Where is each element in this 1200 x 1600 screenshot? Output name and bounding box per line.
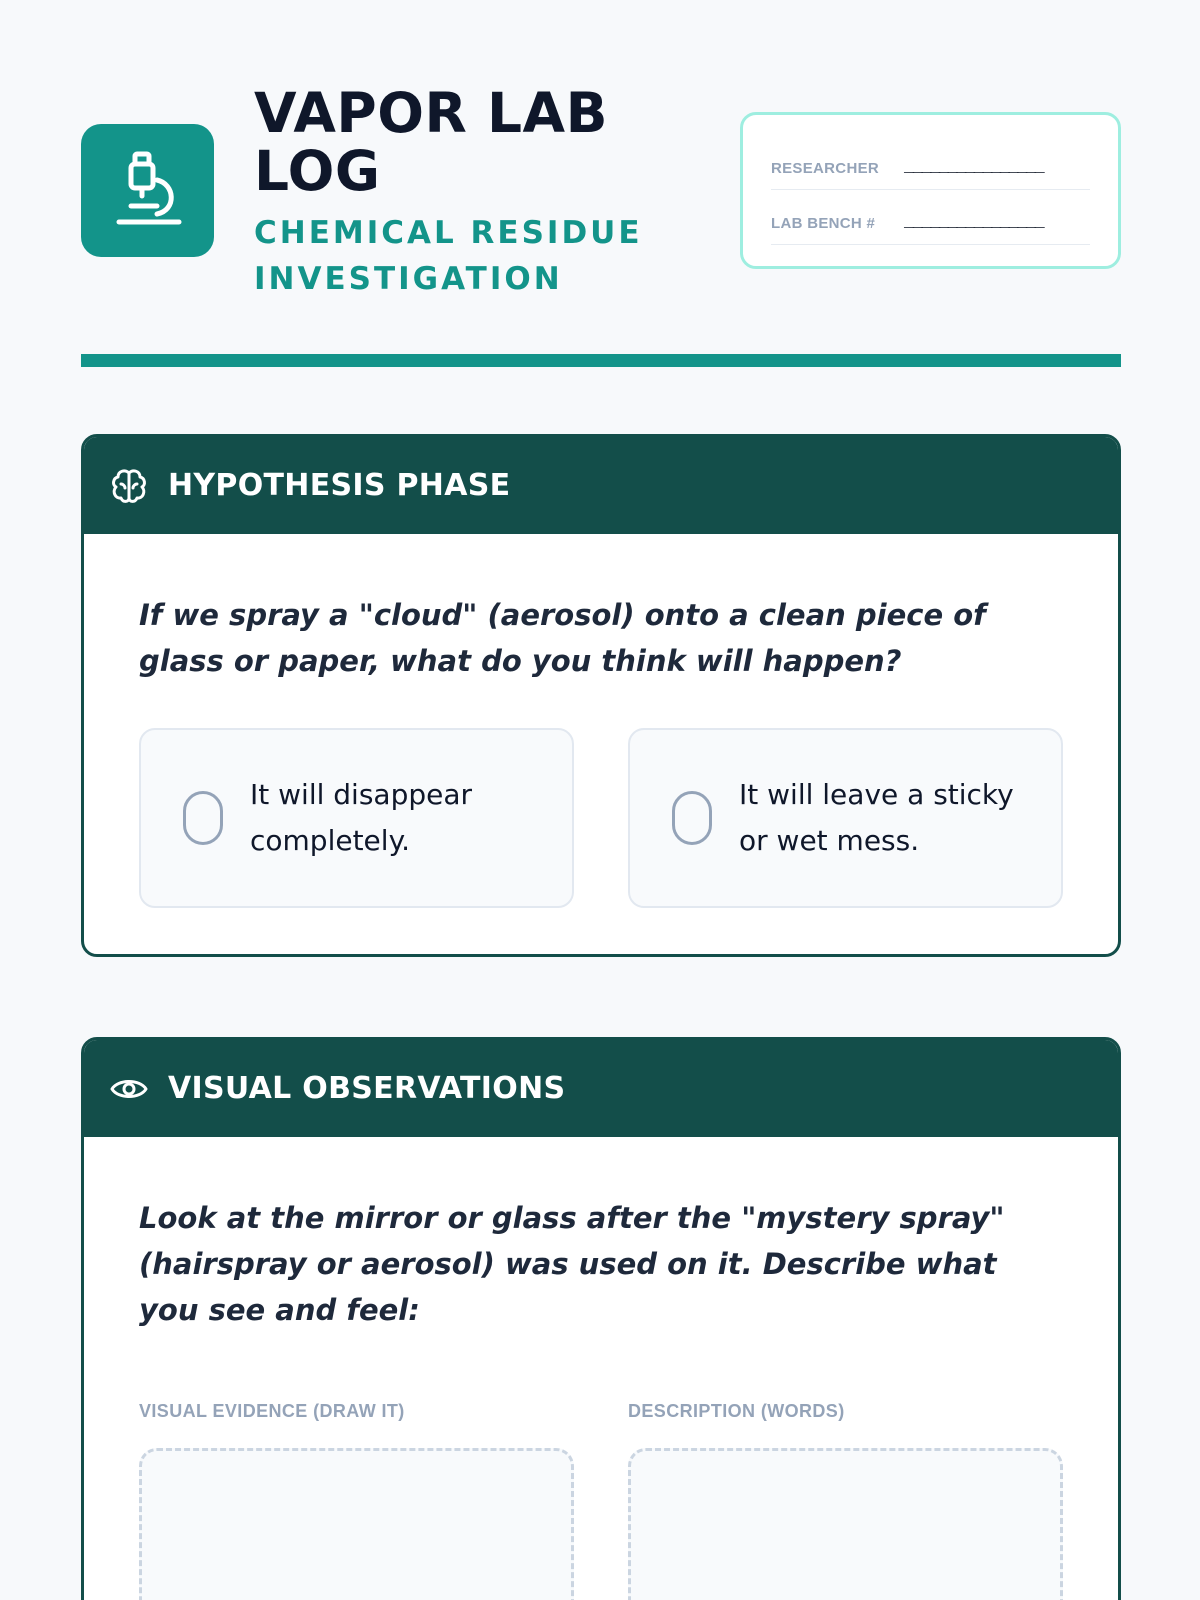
hypothesis-title: HYPOTHESIS PHASE — [168, 468, 511, 503]
microscope-icon — [113, 150, 183, 232]
observations-title: VISUAL OBSERVATIONS — [168, 1071, 566, 1106]
researcher-label: RESEARCHER — [771, 160, 880, 177]
option-disappear[interactable] — [139, 728, 574, 908]
description-field-label: DESCRIPTION (WORDS) — [628, 1401, 845, 1421]
radio-button[interactable] — [183, 791, 223, 845]
observation-boxes — [84, 1448, 1118, 1600]
option-label: It will leave a sticky or wet mess. — [739, 778, 1014, 857]
title-block — [254, 81, 674, 302]
header-divider — [81, 354, 1121, 367]
drawing-area[interactable] — [139, 1448, 574, 1600]
eye-icon — [110, 1070, 148, 1108]
page-subtitle: CHEMICAL RESIDUE INVESTIGATION — [254, 215, 643, 297]
lab-bench-row — [771, 190, 1090, 245]
observation-field-labels — [84, 1401, 1118, 1422]
option-label: It will disappear completely. — [250, 778, 473, 857]
lab-bench-label: LAB BENCH # — [771, 215, 876, 232]
page-title: VAPOR LAB LOG — [254, 81, 608, 203]
header — [81, 81, 1121, 297]
observations-prompt: Look at the mirror or glass after the "mystery spray" (hairspray or aerosol) was used on it. Describe what you see and feel: — [139, 1201, 1005, 1327]
lab-bench-field[interactable]: ________________ — [904, 213, 1044, 232]
observations-section — [81, 1037, 1121, 1600]
researcher-row — [771, 135, 1090, 190]
observations-header — [84, 1040, 1118, 1137]
logo-badge — [81, 124, 214, 257]
hypothesis-options — [84, 728, 1118, 908]
researcher-info-box — [740, 112, 1121, 269]
draw-field-label: VISUAL EVIDENCE (DRAW IT) — [139, 1401, 405, 1421]
researcher-field[interactable]: ________________ — [904, 158, 1044, 177]
hypothesis-header — [84, 437, 1118, 534]
radio-button[interactable] — [672, 791, 712, 845]
description-area[interactable] — [628, 1448, 1063, 1600]
brain-icon — [110, 467, 148, 505]
hypothesis-section — [81, 434, 1121, 957]
option-sticky-mess[interactable] — [628, 728, 1063, 908]
hypothesis-prompt: If we spray a "cloud" (aerosol) onto a clean piece of glass or paper, what do you think will happen? — [139, 598, 986, 678]
